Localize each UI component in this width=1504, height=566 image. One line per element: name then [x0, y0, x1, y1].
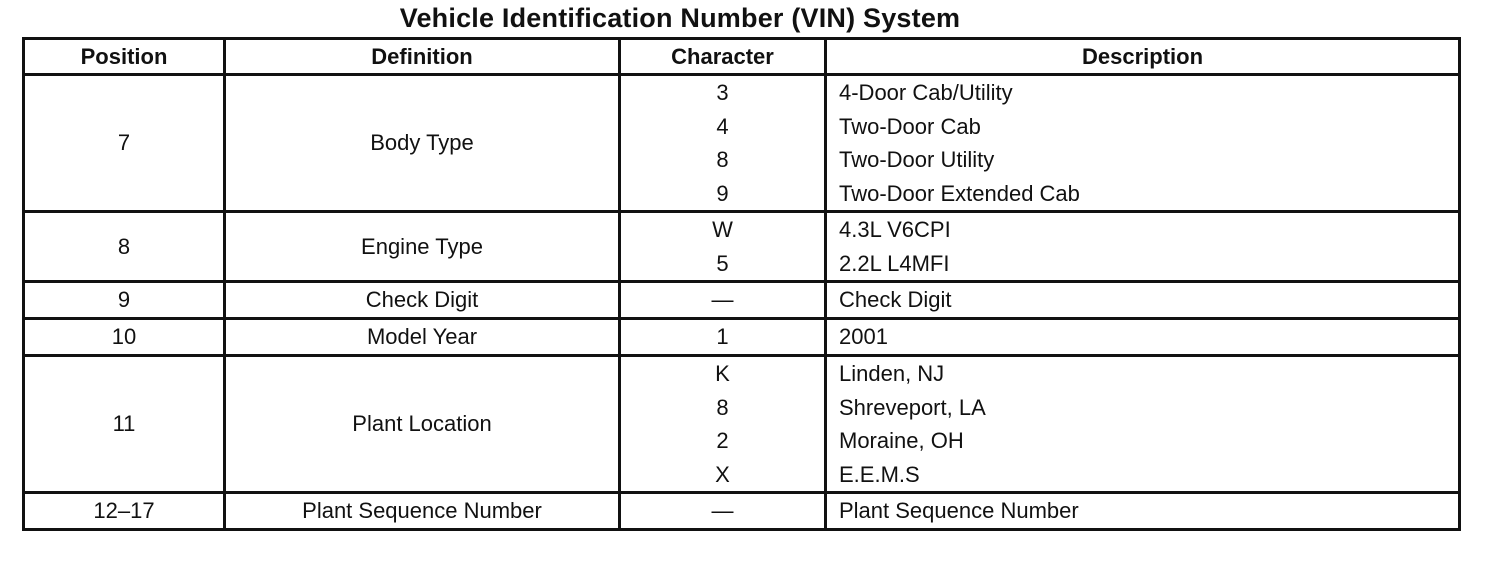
character-value: 1 [620, 319, 826, 356]
character-value: 5 [716, 250, 729, 276]
description-value: 2001 [826, 319, 1460, 356]
character-value: K [715, 361, 730, 386]
position-cell: 11 [24, 356, 225, 493]
vin-table [22, 37, 1461, 531]
description-value: Shreveport, LA [839, 394, 986, 420]
position-cell: 9 [24, 282, 225, 319]
table-row [24, 493, 1460, 530]
header-description: Description [826, 39, 1460, 75]
header-character: Character [620, 39, 826, 75]
description-value: Check Digit [826, 282, 1460, 319]
definition-cell: Body Type [225, 75, 620, 212]
character-value: 8 [716, 394, 729, 420]
description-value: Linden, NJ [839, 361, 945, 386]
description-value: E.E.M.S [839, 461, 920, 487]
description-value: 2.2L L4MFI [839, 250, 950, 276]
character-value: 3 [716, 80, 729, 105]
character-value: 9 [716, 180, 729, 206]
definition-cell: Engine Type [225, 212, 620, 282]
definition-cell: Plant Sequence Number [225, 493, 620, 530]
description-cell [826, 212, 1460, 282]
character-cell [620, 356, 826, 493]
definition-cell: Plant Location [225, 356, 620, 493]
table-row [24, 75, 1460, 212]
character-cell [620, 212, 826, 282]
position-cell: 12–17 [24, 493, 225, 530]
character-value: — [620, 282, 826, 319]
table-row [24, 356, 1460, 493]
description-value: Plant Sequence Number [826, 493, 1460, 530]
table-row [24, 212, 1460, 282]
table-row [24, 282, 1460, 319]
table-row [24, 319, 1460, 356]
description-value: 4-Door Cab/Utility [839, 80, 1013, 105]
character-value: 2 [716, 428, 729, 453]
description-value: 4.3L V6CPI [839, 217, 951, 242]
character-value: — [620, 493, 826, 530]
definition-cell: Model Year [225, 319, 620, 356]
page-title: Vehicle Identification Number (VIN) System [399, 3, 961, 33]
description-value: Two-Door Cab [839, 113, 981, 139]
position-cell: 10 [24, 319, 225, 356]
header-definition: Definition [225, 39, 620, 75]
description-cell [826, 75, 1460, 212]
table-header-row [24, 39, 1460, 75]
character-value: 8 [716, 147, 729, 172]
character-cell [620, 75, 826, 212]
definition-cell: Check Digit [225, 282, 620, 319]
character-value: X [715, 461, 730, 487]
position-cell: 8 [24, 212, 225, 282]
description-cell [826, 356, 1460, 493]
character-value: 4 [716, 113, 729, 139]
character-value: W [712, 217, 733, 242]
description-value: Moraine, OH [839, 428, 964, 453]
position-cell: 7 [24, 75, 225, 212]
description-value: Two-Door Utility [839, 147, 995, 172]
description-value: Two-Door Extended Cab [839, 180, 1080, 206]
header-position: Position [24, 39, 225, 75]
